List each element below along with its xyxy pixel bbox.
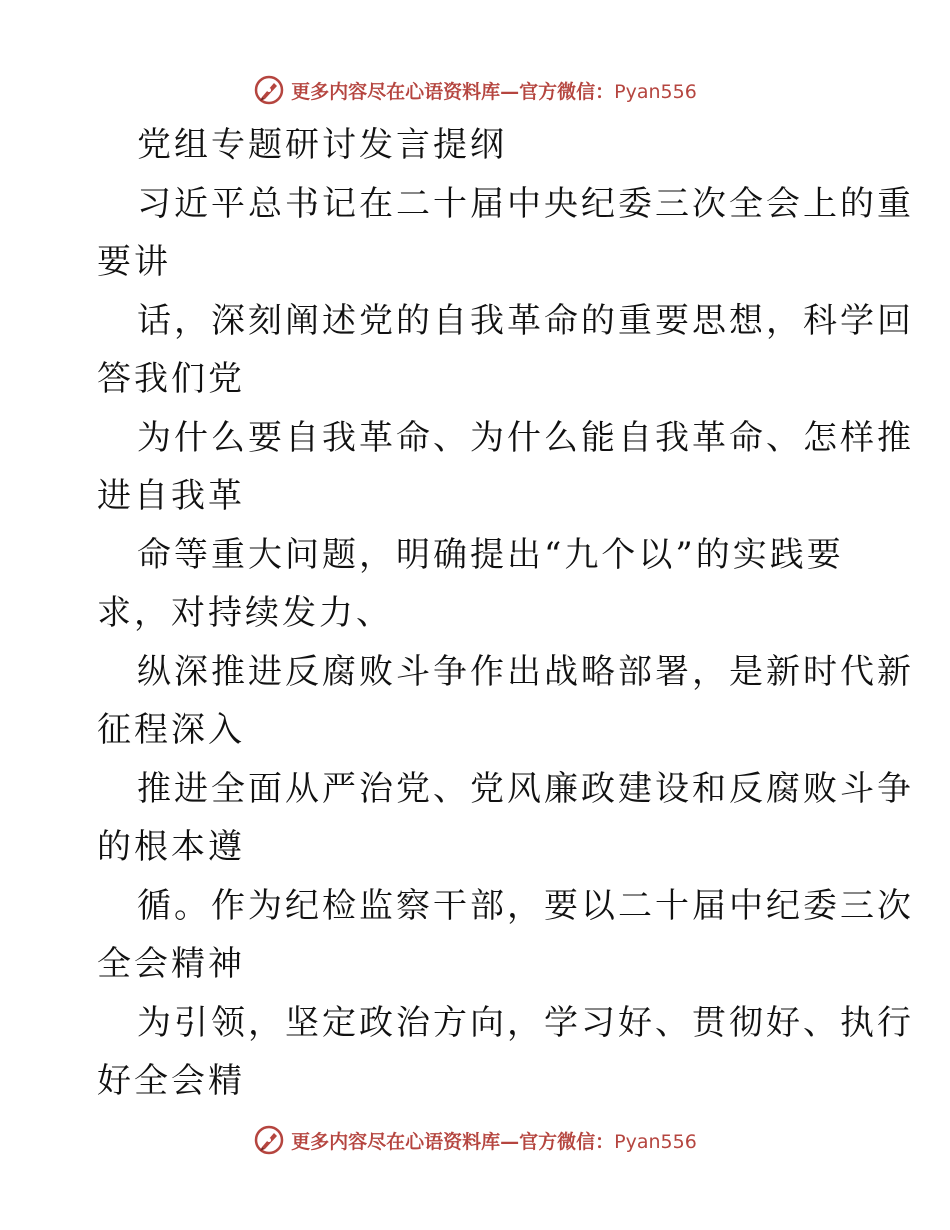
watermark-header (0, 70, 950, 110)
pen-logo-icon (253, 74, 285, 106)
text-line: 进自我革 (97, 476, 245, 516)
text-line: 好全会精 (97, 1061, 245, 1101)
watermark-footer (0, 1120, 950, 1160)
text-line: 求，对持续发力、 (97, 593, 393, 633)
text-line: 为引领，坚定政治方向，学习好、贯彻好、执行 (137, 1002, 914, 1043)
text-line: 推进全面从严治党、党风廉政建设和反腐败斗争 (137, 768, 914, 809)
text-line: 的根本遵 (97, 827, 245, 867)
text-line: 习近平总书记在二十届中央纪委三次全会上的重 (137, 183, 914, 224)
document-body (97, 116, 914, 1111)
text-line: 纵深推进反腐败斗争作出战略部署，是新时代新 (137, 651, 914, 692)
text-line: 话，深刻阐述党的自我革命的重要思想，科学回 (137, 300, 914, 341)
text-line: 循。作为纪检监察干部，要以二十届中纪委三次 (137, 885, 914, 926)
text-line: 征程深入 (97, 710, 245, 750)
text-line: 命等重大问题，明确提出“九个以”的实践要 (137, 534, 844, 575)
text-line: 全会精神 (97, 944, 245, 984)
text-line: 答我们党 (97, 359, 245, 399)
text-line: 要讲 (97, 242, 171, 282)
watermark-handle: Pyan556 (614, 1130, 697, 1153)
watermark-handle: Pyan556 (614, 80, 697, 103)
pen-logo-icon (253, 1124, 285, 1156)
watermark-text: 更多内容尽在心语资料库—官方微信：Pyan556 (291, 1130, 697, 1153)
watermark-text: 更多内容尽在心语资料库—官方微信：Pyan556 (291, 80, 697, 103)
text-line: 为什么要自我革命、为什么能自我革命、怎样推 (137, 417, 914, 458)
document-title: 党组专题研讨发言提纲 (137, 125, 507, 165)
